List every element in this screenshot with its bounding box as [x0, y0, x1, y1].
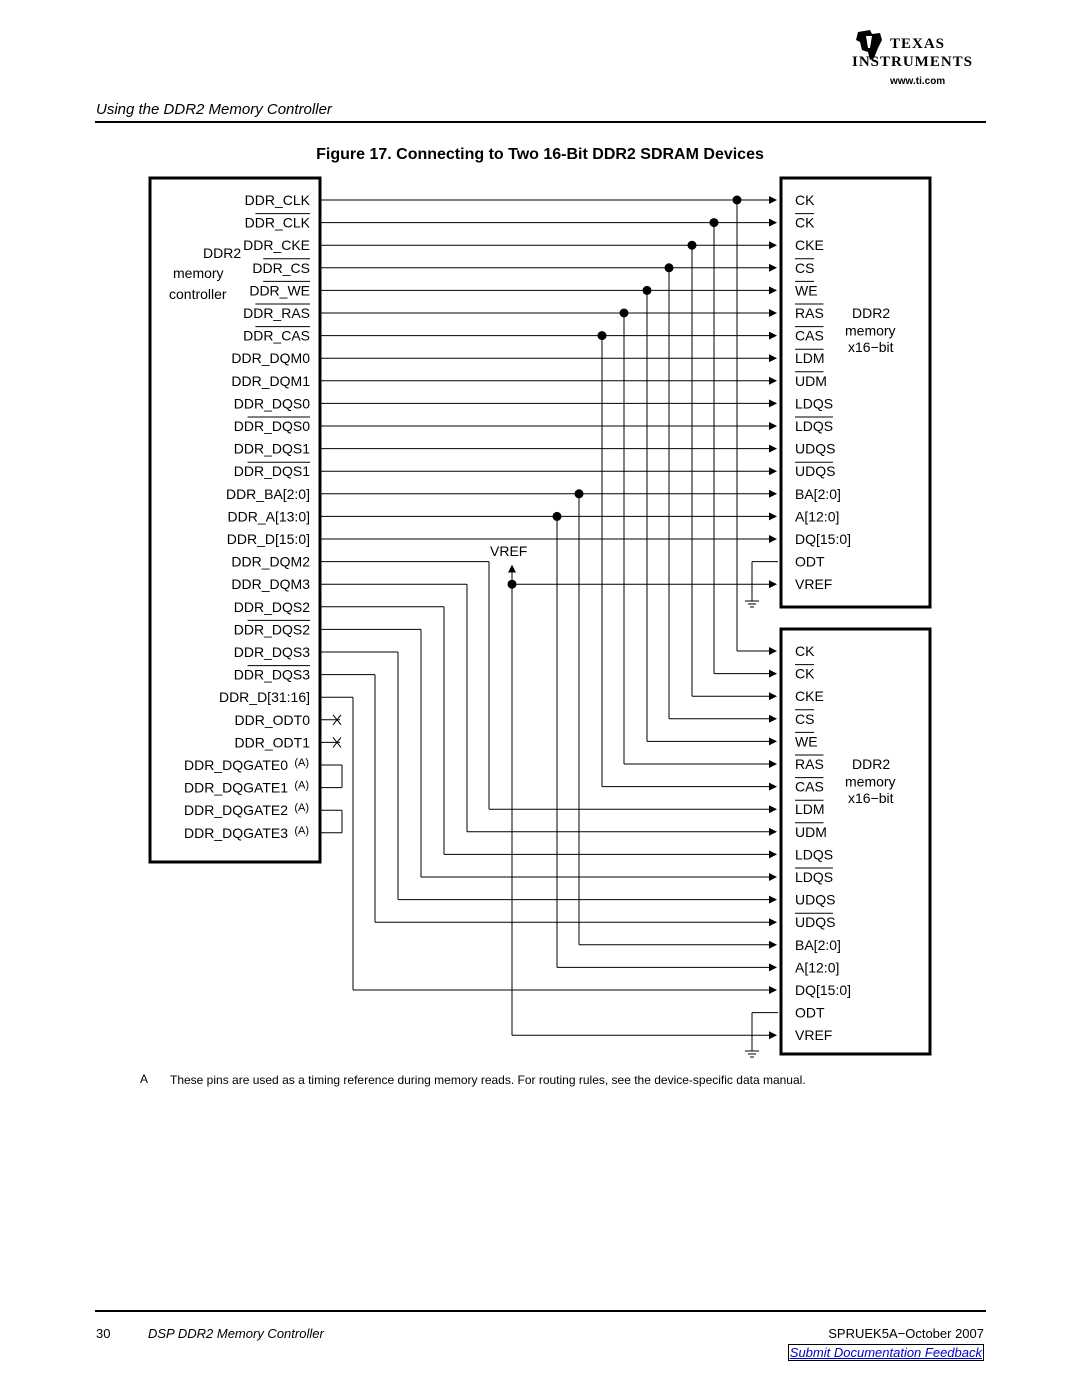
controller-pin-label: DDR_DQM3	[231, 576, 310, 593]
sdram-device-1-pin-label: VREF	[795, 576, 833, 593]
controller-pin-label: DDR_DQS0	[233, 418, 310, 434]
controller-pin-label: DDR_CLK	[244, 214, 310, 231]
sdram-device-2-pin-label: DQ[15:0]	[795, 982, 852, 998]
sdram-device-1-pin-label: CS	[795, 259, 815, 276]
sdram-device-2-pin-label: CS	[795, 710, 815, 727]
sdram-device-2-title-line1: DDR2	[852, 756, 891, 772]
sdram-device-1-pin-label: LDQS	[795, 418, 834, 434]
note-marker: (A)	[294, 824, 309, 837]
sdram-device-2-pin-label: LDM	[795, 801, 825, 818]
page-number: 30	[96, 1326, 111, 1341]
sdram-device-1-title-line2: memory	[845, 322, 896, 339]
controller-pin-label: DDR_D[15:0]	[226, 531, 310, 547]
vref-label: VREF	[490, 543, 528, 559]
sdram-device-2-title-line2: memory	[845, 773, 896, 790]
controller-pin-label: DDR_DQS0	[233, 395, 310, 412]
sdram-device-1-pin-label: ODT	[795, 553, 825, 570]
controller-pin-label: DDR_CAS	[243, 327, 310, 344]
footnote-marker: A	[140, 1072, 149, 1086]
controller-title-line2: memory	[173, 265, 224, 281]
controller-title-line1: DDR2	[203, 245, 242, 261]
sdram-device-2-pin-label: UDQS	[795, 891, 836, 908]
sdram-device-1-pin-label: WE	[795, 282, 818, 299]
controller-title-line3: controller	[169, 286, 227, 302]
controller-pin-label: DDR_A[13:0]	[227, 508, 310, 525]
footer-rule	[95, 1310, 986, 1312]
sdram-device-1-pin-label: RAS	[795, 305, 824, 321]
controller-pin-label: DDR_DQGATE2	[184, 802, 288, 819]
sdram-device-1-pin-label: CK	[795, 192, 815, 208]
sdram-device-1-pin-label: CK	[795, 214, 815, 231]
sdram-device-1-pin-label: A[12:0]	[795, 508, 840, 525]
note-marker: (A)	[294, 757, 309, 769]
sdram-device-1-pin-label: UDQS	[795, 463, 836, 480]
controller-pin-label: DDR_BA[2:0]	[225, 485, 310, 502]
controller-pin-label: DDR_DQS2	[233, 598, 310, 615]
website[interactable]: www.ti.com	[890, 76, 946, 87]
sdram-device-1-pin-label: LDM	[795, 350, 825, 367]
sdram-device-2-pin-label: RAS	[795, 756, 824, 772]
sdram-device-2-pin-label: UDM	[795, 823, 827, 840]
controller-pin-label: DDR_DQM2	[231, 553, 310, 570]
doc-title: DSP DDR2 Memory Controller	[148, 1326, 324, 1341]
sdram-device-1-pin-label: LDQS	[795, 395, 834, 412]
sdram-device-2-pin-label: UDQS	[795, 914, 836, 931]
sdram-device-2-pin-label: A[12:0]	[795, 959, 840, 976]
sdram-device-2-pin-label: BA[2:0]	[795, 936, 841, 953]
section-title: Using the DDR2 Memory Controller	[96, 101, 332, 118]
controller-pin-label: DDR_RAS	[243, 305, 310, 321]
controller-pin-label: DDR_DQGATE3	[184, 824, 288, 841]
controller-pin-label: DDR_ODT1	[234, 734, 310, 751]
controller-pin-label: DDR_DQS3	[233, 666, 310, 683]
sdram-device-1-pin-label: CKE	[795, 237, 824, 254]
controller-pin-label: DDR_DQM1	[231, 372, 310, 389]
sdram-device-2-pin-label: CKE	[795, 688, 824, 705]
controller-pin-label: DDR_DQGATE1	[184, 779, 288, 796]
sdram-device-2-title-line3: x16−bit	[848, 790, 894, 807]
controller-pin-label: DDR_CKE	[243, 237, 310, 254]
sdram-device-2-pin-label: CK	[795, 643, 815, 659]
controller-pin-label: DDR_WE	[249, 282, 310, 299]
sdram-device-2-pin-label: CK	[795, 665, 815, 682]
controller-pin-label: DDR_DQGATE0	[184, 757, 288, 773]
controller-pin-label: DDR_D[31:16]	[218, 689, 310, 706]
sdram-device-1-pin-label: CAS	[795, 327, 824, 344]
controller-pin-label: DDR_DQS1	[233, 463, 310, 480]
note-marker: (A)	[294, 779, 309, 792]
sdram-device-1-pin-label: DQ[15:0]	[795, 531, 852, 547]
controller-pin-label: DDR_DQM0	[231, 350, 310, 367]
sdram-device-1-title-line1: DDR2	[852, 305, 891, 321]
footnote-text: These pins are used as a timing reference during memory reads. For routing rules, see the device-specific data manual.	[170, 1073, 806, 1087]
figure-caption: Figure 17. Connecting to Two 16-Bit DDR2 SDRAM Devices	[316, 146, 764, 163]
logo-line1: TEXAS	[890, 36, 946, 52]
feedback-link[interactable]: Submit Documentation Feedback	[789, 1345, 982, 1360]
sdram-device-1-pin-label: BA[2:0]	[795, 485, 841, 502]
controller-pin-label: DDR_CLK	[244, 192, 310, 208]
sdram-device-2-pin-label: WE	[795, 733, 818, 750]
controller-pin-label: DDR_ODT0	[234, 711, 310, 728]
sdram-device-2-pin-label: VREF	[795, 1027, 833, 1044]
sdram-device-1-title-line3: x16−bit	[848, 339, 894, 356]
note-marker: (A)	[294, 802, 309, 815]
sdram-device-2-pin-label: CAS	[795, 778, 824, 795]
sdram-device-2-pin-label: ODT	[795, 1004, 825, 1021]
doc-id: SPRUEK5A−October 2007	[828, 1326, 984, 1341]
controller-pin-label: DDR_CS	[252, 259, 310, 276]
sdram-device-2-pin-label: LDQS	[795, 846, 834, 863]
controller-pin-label: DDR_DQS2	[233, 621, 310, 638]
logo-line2: INSTRUMENTS	[852, 54, 974, 70]
controller-pin-label: DDR_DQS1	[233, 440, 310, 457]
sdram-device-2-pin-label: LDQS	[795, 869, 834, 885]
sdram-device-1-pin-label: UDM	[795, 372, 827, 389]
controller-pin-label: DDR_DQS3	[233, 644, 310, 660]
sdram-device-1-pin-label: UDQS	[795, 440, 836, 457]
